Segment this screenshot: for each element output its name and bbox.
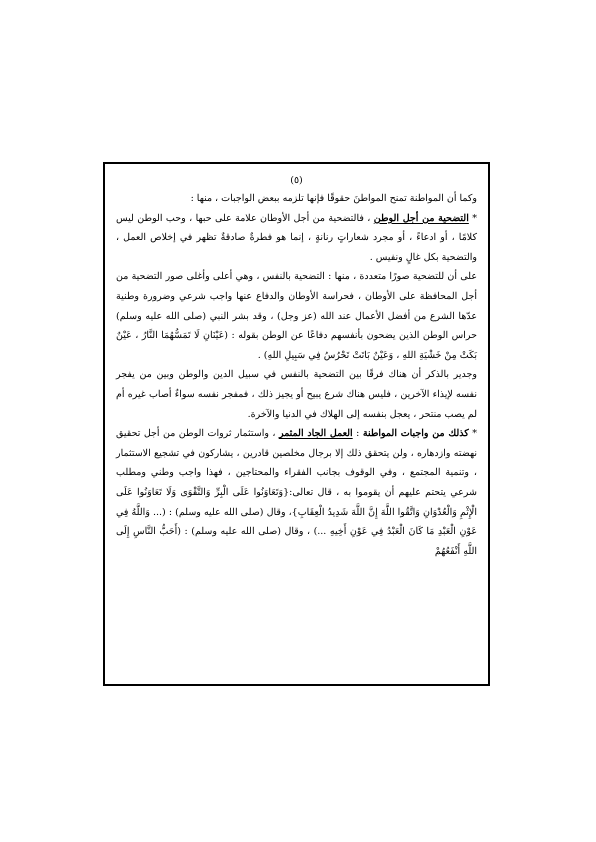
paragraph-intro-text: وكما أن المواطنة تمنح المواطنَ حقوقًا فإنها تلزمه ببعض الواجبات ، منها : [190, 193, 477, 204]
paragraph-forms-text: على أن للتضحية صورًا متعددة ، منها : التضحية بالنفس ، وهي أعلى وأغلى صور التضحية من أجل المحافظة على الأوطان ، فحراسة الأوطان والدفاع عنها واجب شرعي وضرورة وطنية عدّها الشرع من أفضل الأعمال عند الله (عز وجل) ، وقد بشر النبي (صلى الله عليه وسلم) حراس الوطن الذين يضحون بأنفسهم دفاعًا عن الوطن بقوله : (عَيْنَانِ لَا تَمَسُّهُمَا النَّارُ ، عَيْنٌ بَكَتْ مِنْ خَشْيَةِ اللهِ ، وَعَيْنٌ بَاتَتْ تَحْرُسُ فِي سَبِيلِ اللهِ) . [116, 271, 477, 361]
paragraph-duties-text: ، واستثمار ثروات الوطن من أجل تحقيق نهضته وازدهاره ، ولن يتحقق ذلك إلا برجال مخلصين قادرين ، يشاركون في تشجيع الاستثمار ، وتنمية المجتمع ، وفي الوقوف بجانب الفقراء والمحتاجين ، فهذا واجب وطني ومطلب شرعي يتحتم عليهم أن يقوموا به ، قال تعالى:{وَتَعَاوَنُوا عَلَى الْبِرِّ وَالتَّقْوَى وَلَا تَعَاوَنُوا عَلَى الْإِثْمِ وَالْعُدْوَانِ وَاتَّقُوا اللَّهَ إِنَّ اللَّهَ شَدِيدُ الْعِقَابِ}، وقال (صلى الله عليه وسلم) : (... وَاللَّهُ فِي عَوْنِ الْعَبْدِ مَا كَانَ الْعَبْدُ فِي عَوْنِ أَخِيهِ ...) ، وقال (صلى الله عليه وسلم) : (أَحَبُّ النَّاسِ إِلَى اللَّهِ أَنْفَعُهُمْ [116, 428, 477, 557]
paragraph-duties-work [116, 424, 477, 561]
paragraph-intro [116, 189, 477, 209]
bullet-marker: * [468, 428, 477, 440]
page-frame [103, 162, 490, 686]
heading-duties: كذلك من واجبات المواطنة [362, 428, 469, 440]
bullet-marker: * [468, 212, 477, 224]
heading-separator: : [352, 428, 363, 440]
paragraph-sacrifice-text: ، فالتضحية من أجل الأوطان علامة على حبها ، وحب الوطن ليس كلامًا ، أو ادعاءً ، أو مجرد شعاراتٍ رنانةٍ ، إنما هو فطرةٌ صادقةٌ تظهر في إخلاص العمل ، والتضحية بكل غالٍ ونفيس . [116, 212, 477, 263]
paragraph-sacrifice-for-homeland [116, 209, 477, 268]
heading-serious-work: العمل الجاد المثمر [278, 428, 353, 440]
paragraph-difference-text: وجدير بالذكر أن هناك فرقًا بين التضحية بالنفس في سبيل الدين والوطن وبين من يفجر نفسه لإيذاء الآخرين ، فليس هناك شرع يبيح أو يجيز ذلك ، فمفجر نفسه سواءٌ أصاب غيره أم لم يصب منتحر ، يعجل بنفسه إلى الهلاك في الدنيا والآخرة. [116, 369, 477, 420]
heading-sacrifice: التضحية من أجل الوطن [373, 212, 469, 224]
paragraph-difference [116, 365, 477, 424]
page-number: (٥) [290, 175, 303, 186]
paragraph-forms-of-sacrifice [116, 267, 477, 365]
